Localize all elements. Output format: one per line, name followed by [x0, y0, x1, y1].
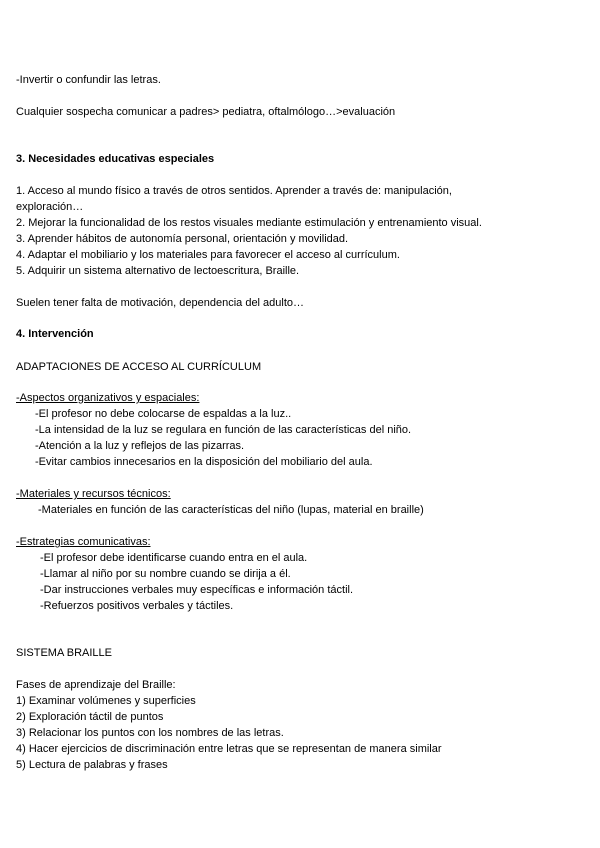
section-3-item: 4. Adaptar el mobiliario y los materiales para favorecer el acceso al currículum.: [16, 249, 400, 261]
braille-phase: 5) Lectura de palabras y frases: [16, 759, 168, 771]
section-3-item: 1. Acceso al mundo físico a través de otros sentidos. Aprender a través de: manipulación,: [16, 185, 452, 197]
communication-item: -Dar instrucciones verbales muy específicas e información táctil.: [40, 584, 354, 596]
section-3-item: 3. Aprender hábitos de autonomía personal, orientación y movilidad.: [16, 233, 349, 245]
section-4-subheading: ADAPTACIONES DE ACCESO AL CURRÍCULUM: [16, 361, 262, 373]
braille-intro: Fases de aprendizaje del Braille:: [16, 679, 176, 691]
braille-phase: 1) Examinar volúmenes y superficies: [16, 695, 196, 707]
communication-item: -Llamar al niño por su nombre cuando se dirija a él.: [40, 568, 291, 580]
organizational-item: -El profesor no debe colocarse de espaldas a la luz..: [35, 408, 292, 420]
section-3-heading: 3. Necesidades educativas especiales: [16, 153, 215, 165]
materials-item: -Materiales en función de las características del niño (lupas, material en braille): [38, 504, 424, 516]
braille-phase: 2) Exploración táctil de puntos: [16, 711, 164, 723]
organizational-title: -Aspectos organizativos y espaciales:: [16, 392, 200, 404]
section-3-item: 5. Adquirir un sistema alternativo de lectoescritura, Braille.: [16, 265, 300, 277]
organizational-item: -La intensidad de la luz se regulara en función de las características del niño.: [35, 424, 412, 436]
section-3-item: 2. Mejorar la funcionalidad de los restos visuales mediante estimulación y entrenamiento visual.: [16, 217, 482, 229]
materials-title: -Materiales y recursos técnicos:: [16, 488, 171, 500]
section-3-item: exploración…: [16, 201, 84, 213]
section-3-note: Suelen tener falta de motivación, dependencia del adulto…: [16, 297, 305, 309]
intro-suspicion-line: Cualquier sospecha comunicar a padres> pediatra, oftalmólogo…>evaluación: [16, 106, 396, 118]
braille-phase: 4) Hacer ejercicios de discriminación entre letras que se representan de manera similar: [16, 743, 442, 755]
braille-heading: SISTEMA BRAILLE: [16, 647, 112, 659]
communication-item: -El profesor debe identificarse cuando entra en el aula.: [40, 552, 308, 564]
intro-invert-line: -Invertir o confundir las letras.: [16, 74, 161, 86]
section-4-heading: 4. Intervención: [16, 328, 94, 340]
communication-title: -Estrategias comunicativas:: [16, 536, 151, 548]
braille-phase: 3) Relacionar los puntos con los nombres de las letras.: [16, 727, 284, 739]
organizational-item: -Evitar cambios innecesarios en la disposición del mobiliario del aula.: [35, 456, 373, 468]
communication-item: -Refuerzos positivos verbales y táctiles.: [40, 600, 234, 612]
organizational-item: -Atención a la luz y reflejos de las pizarras.: [35, 440, 245, 452]
